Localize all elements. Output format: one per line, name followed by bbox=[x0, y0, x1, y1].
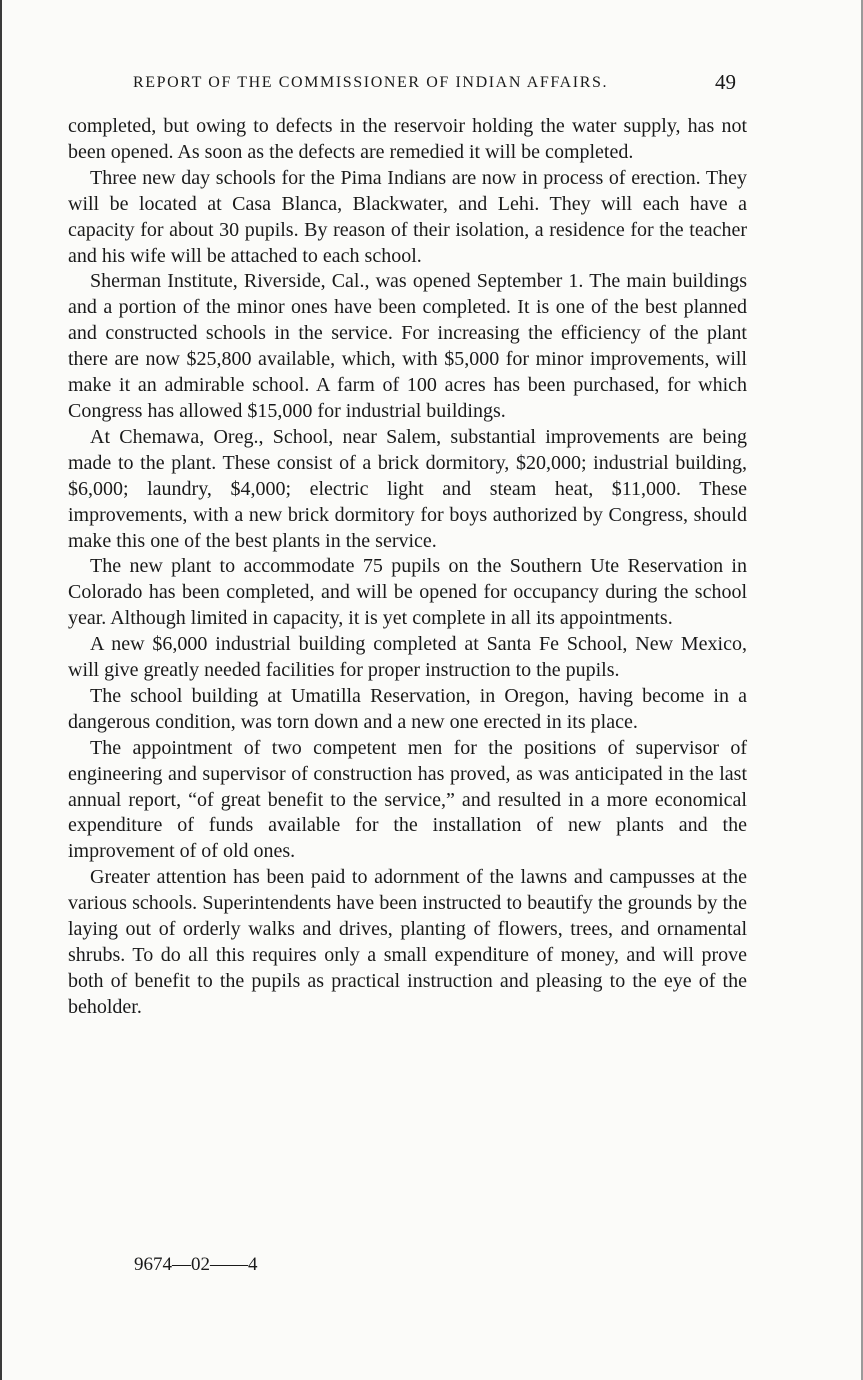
running-title: REPORT OF THE COMMISSIONER OF INDIAN AFFAIRS. bbox=[133, 74, 609, 91]
paragraph-sherman-institute: Sherman Institute, Riverside, Cal., was opened September 1. The main buildings and a portion of the minor ones have been completed. It is one of the best planned and constructed schools in the service. For increasing the efficiency of the plant there are now $25,800 available, which, with $5,000 for minor improvements, will make it an admirable school. A farm of 100 acres has been purchased, for which Congress has allowed $15,000 for industrial buildings. bbox=[68, 270, 747, 422]
paragraph-chemawa-school: At Chemawa, Oreg., School, near Salem, substantial improvements are being made to the plant. These consist of a brick dormitory, $20,000; industrial building, $6,000; laundry, $4,000; electric light and steam heat, $11,000. These improvements, with a new brick dormitory for boys authorized by Congress, should make this one of the best plants in the service. bbox=[68, 425, 747, 552]
paragraph-supervisors: The appointment of two competent men for the positions of supervisor of engineering and supervisor of construction has proved, as was anticipated in the last annual report, “of great benefit to the service,” and resulted in a more economical expenditure of funds available for the installation of new plants and the improvement of of old ones. bbox=[68, 736, 747, 863]
paragraph-umatilla-reservation: The school building at Umatilla Reservation, in Oregon, having become in a dangerous condition, was torn down and a new one erected in its place. bbox=[68, 684, 747, 733]
page-edge-left bbox=[0, 0, 2, 1380]
paragraph-pima-day-schools: Three new day schools for the Pima Indians are now in process of erection. They will be located at Casa Blanca, Blackwater, and Lehi. They will each have a capacity for about 30 pupils. By reason of their isolation, a residence for the teacher and his wife will be attached to each school. bbox=[68, 166, 747, 267]
signature-mark: 9674—02——4 bbox=[134, 1254, 258, 1275]
page-header bbox=[0, 70, 863, 100]
paragraph-santa-fe-school: A new $6,000 industrial building completed at Santa Fe School, New Mexico, will give greatly needed facilities for proper instruction to the pupils. bbox=[68, 633, 747, 682]
body-text bbox=[68, 114, 747, 1021]
paragraph-southern-ute: The new plant to accommodate 75 pupils on the Southern Ute Reservation in Colorado has been completed, and will be opened for occupancy during the school year. Although limited in capacity, it is yet complete in all its appointments. bbox=[68, 555, 747, 630]
paragraph-lawns-campusses: Greater attention has been paid to adornment of the lawns and campusses at the various schools. Superintendents have been instructed to beautify the grounds by the laying out of orderly walks and drives, planting of flowers, trees, and ornamental shrubs. To do all this requires only a small expenditure of money, and will prove both of benefit to the pupils as practical instruction and pleasing to the eye of the beholder. bbox=[68, 866, 747, 1018]
paragraph-continued: completed, but owing to defects in the reservoir holding the water supply, has not been opened. As soon as the defects are remedied it will be completed. bbox=[68, 115, 747, 163]
page-number: 49 bbox=[715, 70, 736, 94]
